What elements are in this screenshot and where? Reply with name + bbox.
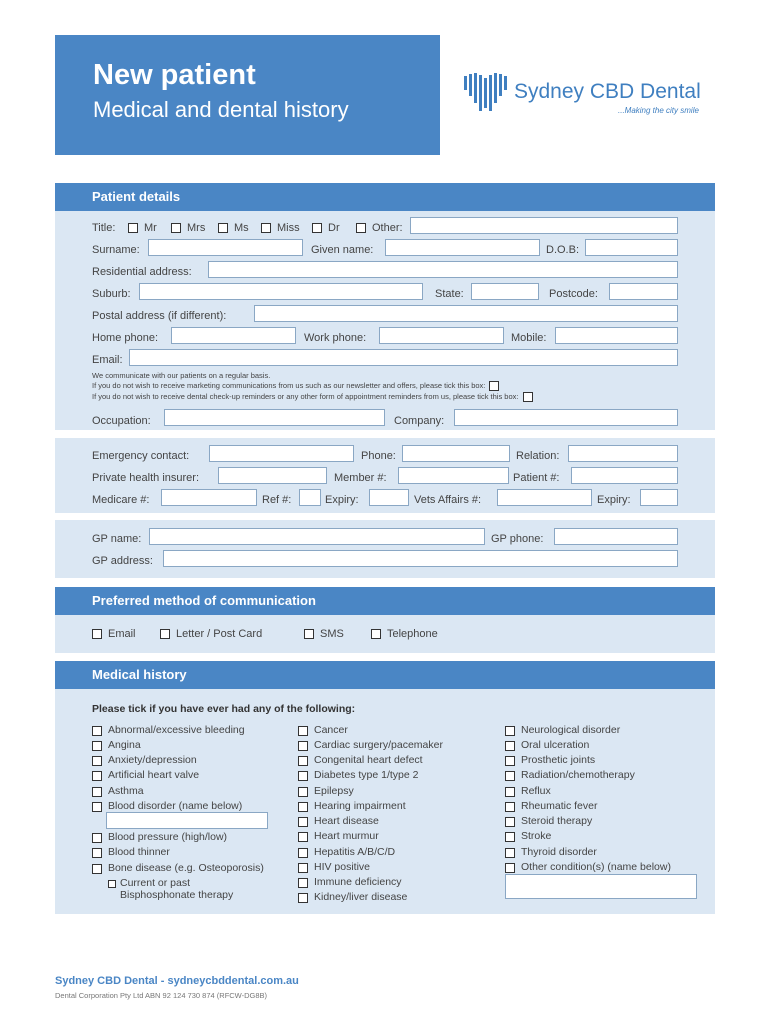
comm-letter-label: Letter / Post Card	[176, 628, 263, 640]
email-field[interactable]	[129, 349, 678, 366]
communication-panel	[55, 615, 715, 653]
condition-label: Oral ulceration	[521, 739, 590, 751]
gp-address-label: GP address:	[92, 555, 153, 567]
checkbox[interactable]	[505, 741, 515, 751]
checkbox[interactable]	[92, 802, 102, 812]
gp-phone-label: GP phone:	[491, 533, 544, 545]
condition-label: Prosthetic joints	[521, 754, 596, 766]
insurer-label: Private health insurer:	[92, 472, 199, 484]
relation-label: Relation:	[516, 450, 560, 462]
condition-label: Abnormal/excessive bleeding	[108, 724, 245, 736]
patient-no-label: Patient #:	[513, 472, 560, 484]
condition-label: Diabetes type 1/type 2	[314, 769, 419, 781]
comm-note-2	[92, 381, 499, 391]
mobile-field[interactable]	[555, 327, 678, 344]
title-mr-checkbox[interactable]	[128, 223, 138, 233]
given-name-label: Given name:	[311, 244, 374, 256]
comm-telephone-checkbox[interactable]	[371, 629, 381, 639]
medicare-field[interactable]	[161, 489, 257, 506]
checkbox[interactable]	[92, 848, 102, 858]
checkbox[interactable]	[505, 756, 515, 766]
relation-field[interactable]	[568, 445, 678, 462]
email-label: Email:	[92, 354, 123, 366]
checkbox[interactable]	[298, 817, 308, 827]
given-name-field[interactable]	[385, 239, 540, 256]
condition-label: Stroke	[521, 830, 552, 842]
condition-label: Bone disease (e.g. Osteoporosis)	[108, 862, 264, 874]
checkbox[interactable]	[298, 893, 308, 903]
expiry2-field[interactable]	[640, 489, 678, 506]
checkbox[interactable]	[505, 848, 515, 858]
condition-label: Rheumatic fever	[521, 800, 598, 812]
checkbox[interactable]	[92, 864, 102, 874]
gp-name-field[interactable]	[149, 528, 485, 545]
occupation-label: Occupation:	[92, 415, 151, 427]
expiry1-label: Expiry:	[325, 494, 359, 506]
logo	[462, 70, 722, 120]
gp-phone-field[interactable]	[554, 528, 678, 545]
title-other-checkbox[interactable]	[356, 223, 366, 233]
checkbox[interactable]	[298, 802, 308, 812]
gp-name-label: GP name:	[92, 533, 142, 545]
condition-label: Congenital heart defect	[314, 754, 423, 766]
condition-label: Immune deficiency	[314, 876, 402, 888]
logo-tagline: ...Making the city smile	[618, 106, 699, 115]
header-banner	[55, 35, 440, 155]
checkbox[interactable]	[505, 802, 515, 812]
condition-label: Angina	[108, 739, 141, 751]
emergency-phone-field[interactable]	[402, 445, 510, 462]
condition-label: Heart disease	[314, 815, 379, 827]
mobile-label: Mobile:	[511, 332, 547, 344]
condition-label: Thyroid disorder	[521, 846, 597, 858]
checkbox[interactable]	[505, 771, 515, 781]
condition-label: Other condition(s) (name below)	[521, 861, 671, 873]
checkbox[interactable]	[92, 771, 102, 781]
checkbox[interactable]	[298, 832, 308, 842]
checkbox[interactable]	[298, 878, 308, 888]
title-miss-checkbox[interactable]	[261, 223, 271, 233]
title-mrs-checkbox[interactable]	[171, 223, 181, 233]
comm-telephone-label: Telephone	[387, 628, 438, 640]
condition-label: Blood thinner	[108, 846, 170, 858]
member-field[interactable]	[398, 467, 509, 484]
condition-label: Asthma	[108, 785, 144, 797]
comm-letter-checkbox[interactable]	[160, 629, 170, 639]
occupation-field[interactable]	[164, 409, 385, 426]
section-medical-history	[55, 661, 715, 689]
title-mrs-label: Mrs	[187, 222, 206, 234]
expiry1-field[interactable]	[369, 489, 409, 506]
checkbox[interactable]	[505, 787, 515, 797]
expiry2-label: Expiry:	[597, 494, 631, 506]
checkbox[interactable]	[505, 863, 515, 873]
title-miss-label: Miss	[277, 222, 300, 234]
condition-label: Hepatitis A/B/C/D	[314, 846, 396, 858]
comm-note-3	[92, 392, 533, 402]
checkbox[interactable]	[298, 741, 308, 751]
residential-label: Residential address:	[92, 266, 192, 278]
marketing-optout-checkbox[interactable]	[489, 381, 499, 391]
title-ms-label: Ms	[234, 222, 249, 234]
checkbox[interactable]	[92, 756, 102, 766]
state-field[interactable]	[471, 283, 539, 300]
emergency-contact-label: Emergency contact:	[92, 450, 190, 462]
logo-name: Sydney CBD Dental	[514, 80, 701, 103]
condition-label: Blood pressure (high/low)	[108, 831, 228, 843]
other-conditions-field[interactable]	[505, 874, 697, 899]
condition-label: Kidney/liver disease	[314, 891, 408, 903]
postcode-field[interactable]	[609, 283, 678, 300]
condition-label: Heart murmur	[314, 830, 379, 842]
emergency-phone-label: Phone:	[361, 450, 396, 462]
title-other-field[interactable]	[410, 217, 678, 234]
emergency-contact-field[interactable]	[209, 445, 354, 462]
title-dr-checkbox[interactable]	[312, 223, 322, 233]
condition-label-continued: Bisphosphonate therapy	[120, 889, 234, 901]
surname-label: Surname:	[92, 244, 140, 256]
comm-email-checkbox[interactable]	[92, 629, 102, 639]
insurer-field[interactable]	[218, 467, 327, 484]
surname-field[interactable]	[148, 239, 303, 256]
dob-field[interactable]	[585, 239, 678, 256]
suburb-field[interactable]	[139, 283, 423, 300]
condition-label: Epilepsy	[314, 785, 354, 797]
comm-email-label: Email	[108, 628, 136, 640]
comm-note-3-text: If you do not wish to receive dental check-up reminders or any other form of appointment reminders from us, please tick this box:	[92, 392, 519, 401]
condition-label: Current or past	[120, 877, 191, 889]
dob-label: D.O.B:	[546, 244, 580, 256]
ref-field[interactable]	[299, 489, 321, 506]
section-patient-details	[55, 183, 715, 211]
checkbox[interactable]	[298, 863, 308, 873]
checkbox[interactable]	[505, 832, 515, 842]
checkbox[interactable]	[298, 787, 308, 797]
page-subtitle: Medical and dental history	[93, 97, 349, 122]
condition-label: Reflux	[521, 785, 551, 797]
checkbox[interactable]	[505, 817, 515, 827]
condition-label: Hearing impairment	[314, 800, 406, 812]
ref-label: Ref #:	[262, 494, 292, 506]
checkbox[interactable]	[92, 787, 102, 797]
section-communication	[55, 587, 715, 615]
postal-field[interactable]	[254, 305, 678, 322]
condition-label: Artificial heart valve	[108, 769, 200, 781]
condition-label: Cancer	[314, 724, 348, 736]
comm-note-1: We communicate with our patients on a regular basis.	[92, 371, 271, 380]
company-field[interactable]	[454, 409, 678, 426]
condition-label: Radiation/chemotherapy	[521, 769, 635, 781]
checkbox[interactable]	[298, 726, 308, 736]
postcode-label: Postcode:	[549, 288, 598, 300]
work-phone-label: Work phone:	[304, 332, 367, 344]
title-mr-label: Mr	[144, 222, 157, 234]
medical-prompt: Please tick if you have ever had any of the following:	[92, 703, 356, 715]
home-phone-field[interactable]	[171, 327, 296, 344]
condition-label: Steroid therapy	[521, 815, 593, 827]
comm-note-2-text: If you do not wish to receive marketing communications from us such as our newsletter and offers, please tick this box:	[92, 381, 486, 390]
condition-label: Neurological disorder	[521, 724, 621, 736]
medicare-label: Medicare #:	[92, 494, 150, 506]
condition-label: HIV positive	[314, 861, 371, 873]
checkbox[interactable]	[298, 848, 308, 858]
section-title: Patient details	[92, 189, 181, 204]
footer-legal: Dental Corporation Pty Ltd ABN 92 124 730 874 (RFCW-DG8B)	[55, 991, 268, 1000]
comm-sms-checkbox[interactable]	[304, 629, 314, 639]
home-phone-label: Home phone:	[92, 332, 159, 344]
checkbox[interactable]	[505, 726, 515, 736]
title-label: Title:	[92, 222, 116, 234]
work-phone-field[interactable]	[379, 327, 504, 344]
condition-label: Cardiac surgery/pacemaker	[314, 739, 443, 751]
section-title: Preferred method of communication	[92, 593, 316, 608]
suburb-label: Suburb:	[92, 288, 131, 300]
checkbox[interactable]	[298, 756, 308, 766]
footer-brand: Sydney CBD Dental - sydneycbddental.com.au	[55, 975, 299, 987]
condition-label: Blood disorder (name below)	[108, 800, 243, 812]
company-label: Company:	[394, 415, 445, 427]
checkbox[interactable]	[92, 741, 102, 751]
comm-sms-label: SMS	[320, 628, 344, 640]
checkbox[interactable]	[92, 726, 102, 736]
vets-field[interactable]	[497, 489, 592, 506]
title-dr-label: Dr	[328, 222, 340, 234]
residential-field[interactable]	[208, 261, 678, 278]
member-label: Member #:	[334, 472, 387, 484]
blood-disorder-field[interactable]	[106, 812, 268, 829]
postal-label: Postal address (if different):	[92, 310, 227, 322]
state-label: State:	[435, 288, 464, 300]
section-title: Medical history	[92, 667, 187, 682]
checkbox[interactable]	[108, 880, 116, 888]
tooth-logo-icon	[462, 72, 508, 112]
gp-address-field[interactable]	[163, 550, 678, 567]
condition-label: Anxiety/depression	[108, 754, 197, 766]
patient-no-field[interactable]	[571, 467, 678, 484]
vets-label: Vets Affairs #:	[414, 494, 482, 506]
title-ms-checkbox[interactable]	[218, 223, 228, 233]
title-other-label: Other:	[372, 222, 403, 234]
reminder-optout-checkbox[interactable]	[523, 392, 533, 402]
checkbox[interactable]	[298, 771, 308, 781]
page-title: New patient	[93, 59, 256, 91]
checkbox[interactable]	[92, 833, 102, 843]
